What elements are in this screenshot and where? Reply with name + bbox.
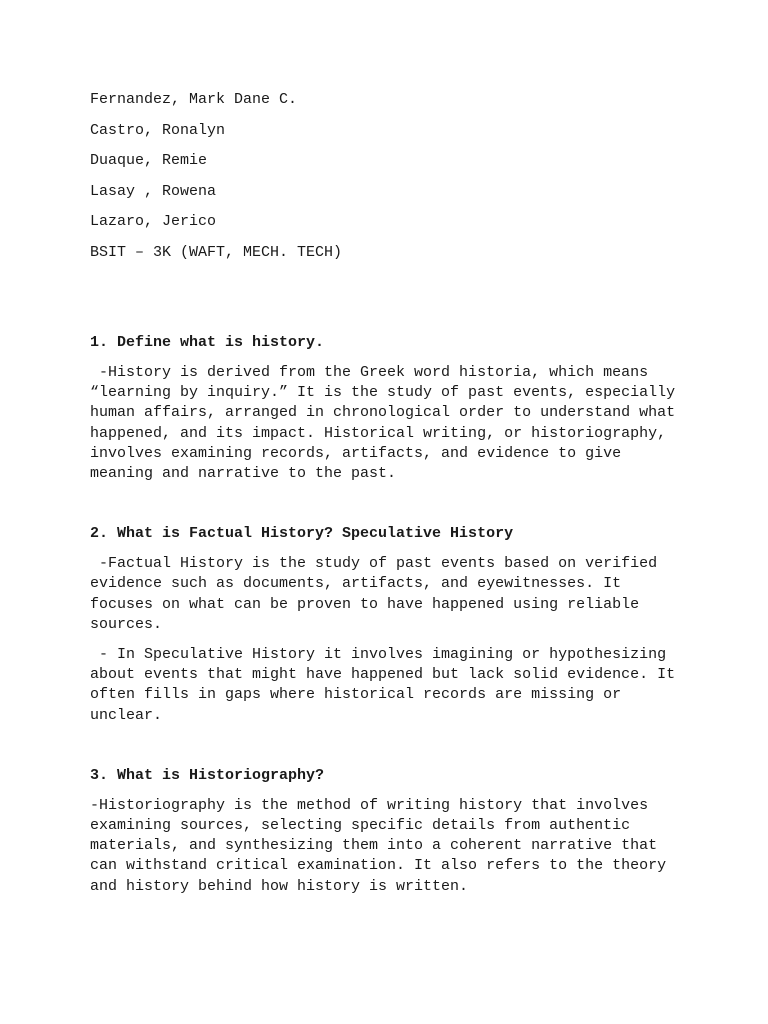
author-name: Lazaro, Jerico [90, 213, 217, 230]
question-heading: 3. What is Historiography? [90, 766, 325, 784]
question-heading: 2. What is Factual History? Speculative History [90, 525, 514, 543]
author-name: Castro, Ronalyn [90, 121, 226, 139]
answer-paragraph: -Historiography is the method of writing history that involves examining sources, selecting specific details from authentic materials, and synthesizing them into a coherent narrative that can withstand critical examination. It also refers to the theory and history behind how history is written. [90, 796, 667, 895]
author-name: Lasay , Rowena [90, 182, 217, 200]
answer-paragraph: -Factual History is the study of past events based on verified evidence such as documents, artifacts, and eyewitnesses. It focuses on what can be proven to have happened using reliable sources. [90, 555, 658, 633]
author-name: Fernandez, Mark Dane C. [90, 91, 298, 108]
author-name: Duaque, Remie [90, 152, 208, 169]
section-label: BSIT – 3K (WAFT, MECH. TECH) [90, 243, 343, 261]
answer-paragraph: - In Speculative History it involves imagining or hypothesizing about events that might have happened but lack solid evidence. It often fills in gaps where historical records are missing or unclear. [90, 646, 676, 724]
spacer [90, 736, 690, 766]
question-heading: 1. Define what is history. [90, 334, 325, 351]
document-page [90, 90, 690, 907]
answer-paragraph: -History is derived from the Greek word historia, which means “learning by inquiry.” It is the study of past events, especially human affairs, arranged in chronological order to understand what happened, and its impact. Historical writing, or historiography, involves examining records, artifacts, and evidence to give meaning and narrative to the past. [90, 364, 676, 483]
spacer [90, 494, 690, 524]
spacer [90, 273, 690, 333]
